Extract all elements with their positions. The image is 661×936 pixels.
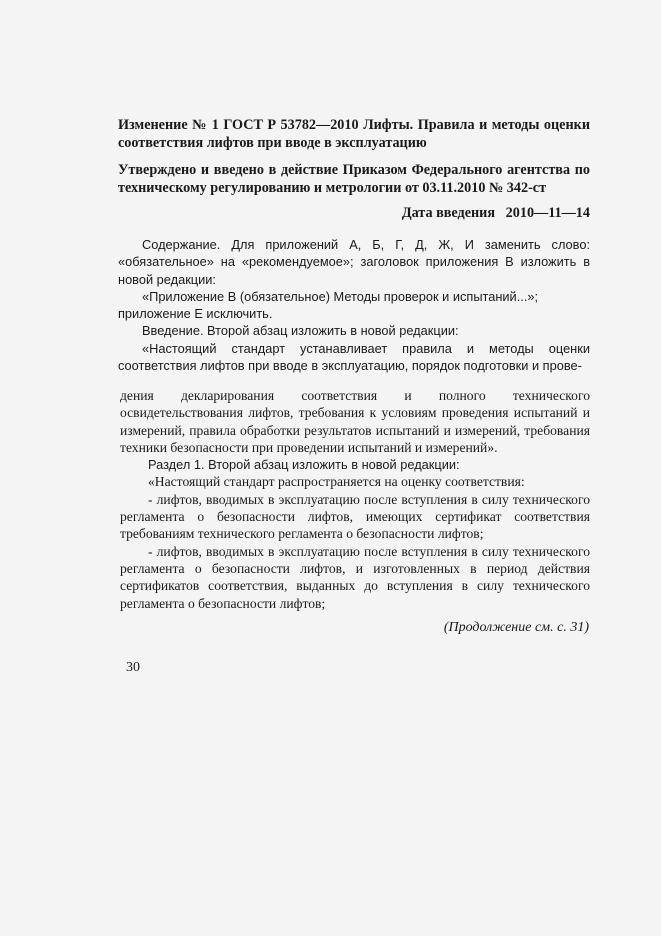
paragraph-intro-continued: дения декларирования соответствия и полного технического освидетельствования лифтов, требования к условиям проведения испытаний и измерений, правила обработки результатов испытаний и измерений, требования техники безопасности при проведении испытаний и измерений». [120, 388, 590, 455]
list-item-certified-lifts: - лифтов, вводимых в эксплуатацию после вступления в силу технического регламента о безопасности лифтов, имеющих сертификат соответствия требованиям технического регламента о безопасности лифтов; [120, 491, 590, 542]
amendment-text-part-2 [120, 387, 590, 612]
amendment-header [118, 116, 590, 222]
paragraph-section-1: Раздел 1. Второй абзац изложить в новой редакции: [148, 457, 460, 473]
paragraph-intro-quote: «Настоящий стандарт устанавливает правила и методы оценки соответствия лифтов при вводе в эксплуатацию, порядок подготовки и прове- [118, 340, 590, 374]
effective-date-value: 2010—11—14 [505, 205, 590, 221]
continuation-note: (Продолжение см. с. 31) [443, 620, 589, 635]
page-number: 30 [126, 660, 140, 675]
paragraph-introduction: Введение. Второй абзац изложить в новой редакции: [142, 323, 459, 339]
paragraph-contents: Содержание. Для приложений А, Б, Г, Д, Ж, И заменить слово: «обязательное» на «рекомендуемое»; заголовок приложения В изложить в новой редакции: [118, 237, 590, 287]
amendment-title: Изменение № 1 ГОСТ Р 53782—2010 Лифты. Правила и методы оценки соответствия лифтов при вводе в эксплуатацию [118, 117, 590, 151]
paragraph-scope-quote: «Настоящий стандарт распространяется на оценку соответствия: [148, 474, 525, 490]
list-item-manufactured-lifts: - лифтов, вводимых в эксплуатацию после вступления в силу технического регламента о безопасности лифтов, и изготовленных в период действия сертификатов соответствия, выданных до вступления в силу технического регламента о безопасности лифтов; [120, 543, 590, 611]
paragraph-appendix-e: приложение Е исключить. [118, 306, 273, 322]
paragraph-appendix-v: «Приложение В (обязательное) Методы проверок и испытаний...»; [142, 288, 539, 304]
effective-date [118, 204, 590, 222]
effective-date-label: Дата введения [401, 205, 496, 221]
amendment-text-part-1 [118, 236, 590, 374]
approval-statement: Утверждено и введено в действие Приказом Федерального агентства по техническому регулированию и метрологии от 03.11.2010 № 342-ст [118, 162, 590, 196]
